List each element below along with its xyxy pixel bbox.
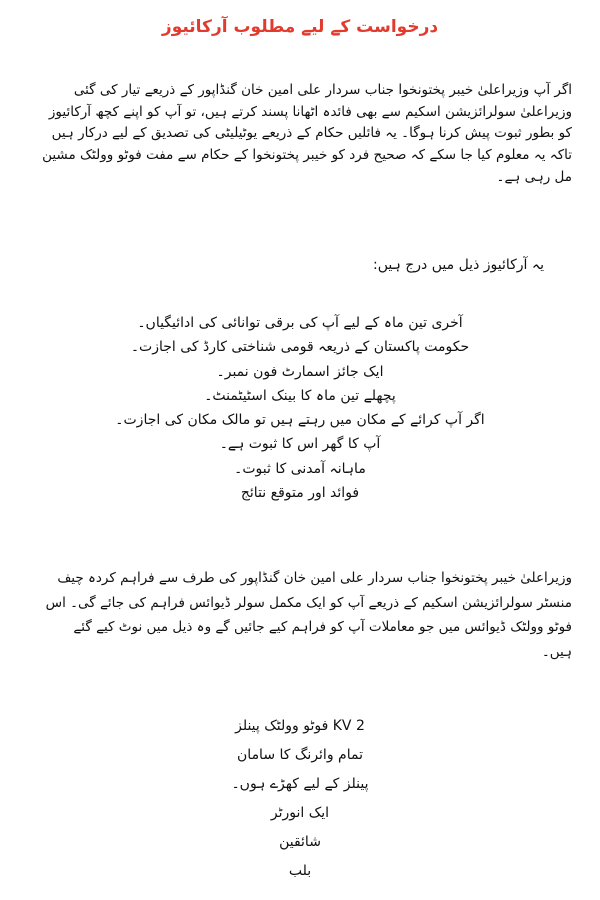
list-item: فوائد اور متوقع نتائج xyxy=(240,485,360,502)
list-item: آپ کا گھر اس کا ثبوت ہے۔ xyxy=(219,436,381,453)
document-title: درخواست کے لیے مطلوب آرکائیوز xyxy=(161,17,439,37)
list-item: شائقین xyxy=(279,834,321,851)
equipment-list xyxy=(0,712,600,887)
list-item: اگر آپ کرائے کے مکان میں رہتے ہیں تو مالک مکان کی اجازت۔ xyxy=(115,412,485,429)
list-item: پینلز کے لیے کھڑے ہوں۔ xyxy=(231,776,369,793)
list-item: حکومت پاکستان کے ذریعہ قومی شناختی کارڈ کی اجازت۔ xyxy=(130,339,470,356)
benefits-paragraph: وزیراعلیٰ خیبر پختونخوا جناب سردار علی امین خان گنڈاپور کی طرف سے فراہم کردہ چیف منسٹر سولرائزیشن اسکیم کے ذریعے آپ کو ایک مکمل سولر ڈیوائس فراہم کی جائے گی۔ اس فوٹو وولٹک ڈیوائس میں جو معاملات آپ کو فراہم کیے جائیں گے وہ ذیل میں نوٹ کیے گئے ہیں۔ xyxy=(45,570,572,660)
list-item: 2 KV فوٹو وولٹک پینلز xyxy=(235,718,365,734)
requirements-heading: یہ آرکائیوز ذیل میں درج ہیں: xyxy=(373,257,544,273)
list-item: ایک انورٹر xyxy=(270,805,330,822)
list-item: بلب xyxy=(288,863,312,880)
list-item: ماہانہ آمدنی کا ثبوت۔ xyxy=(234,460,366,477)
list-item: پچھلے تین ماہ کا بینک اسٹیٹمنٹ۔ xyxy=(204,387,396,404)
list-item: ایک جائز اسمارٹ فون نمبر۔ xyxy=(216,363,384,380)
list-item: آخری تین ماہ کے لیے آپ کی برقی توانائی کی ادائیگیاں۔ xyxy=(137,315,463,331)
intro-paragraph: اگر آپ وزیراعلیٰ خیبر پختونخوا جناب سردار علی امین خان گنڈاپور کے ذریعے تیار کی گئی وزیراعلیٰ سولرائزیشن اسکیم سے بھی فائدہ اٹھانا پسند کرتے ہیں، تو آپ کو اپنے کچھ آرکائیوز کو بطور ثبوت پیش کرنا ہوگا۔ یہ فائلیں حکام کے ذریعے یوٹیلیٹی کی تصدیق کے لیے درکار ہیں تاکہ یہ معلوم کیا جا سکے کہ صحیح فرد کو خیبر پختونخوا کے حکام سے مفت فوٹو وولٹک مشین مل رہی ہے۔ xyxy=(42,82,572,185)
requirements-list xyxy=(0,311,600,505)
list-item: تمام وائرنگ کا سامان xyxy=(237,747,363,764)
